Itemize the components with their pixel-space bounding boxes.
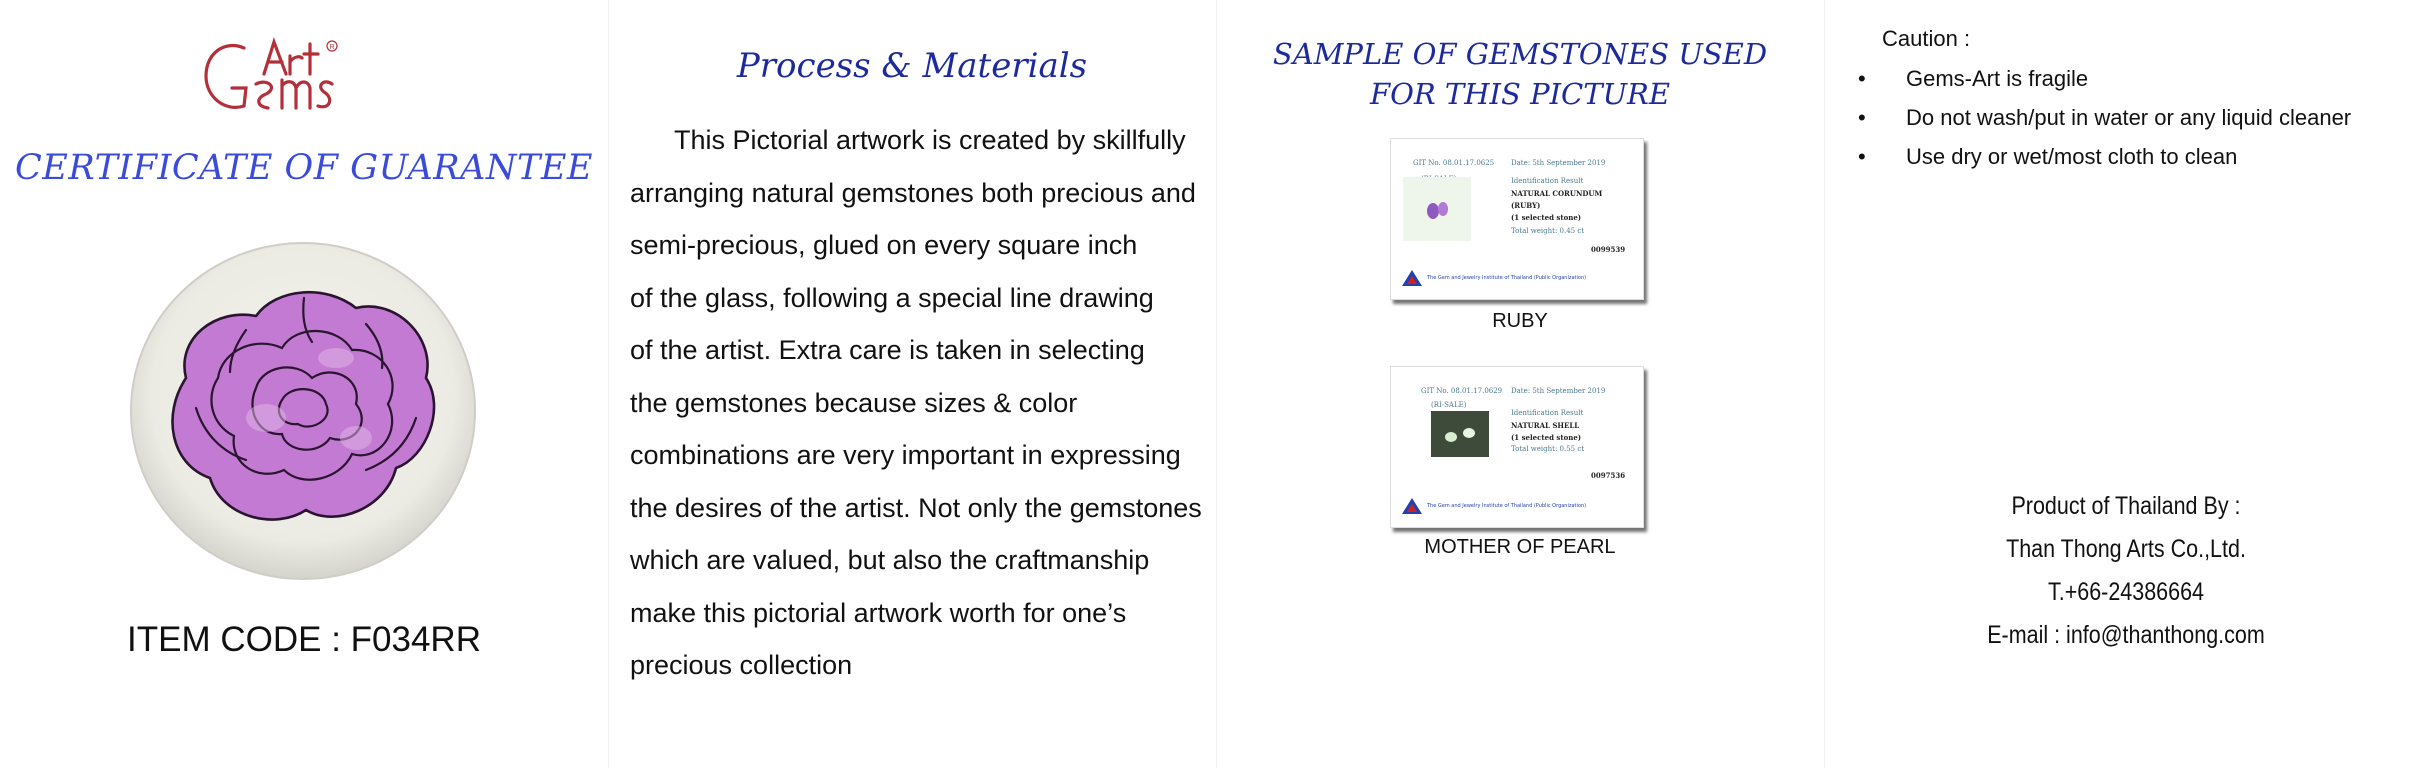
rose-artwork	[126, 238, 480, 584]
total-weight: Total weight: 0.55 ct	[1511, 445, 1585, 453]
stone-count: (1 selected stone)	[1511, 213, 1582, 222]
result-label: Identification Result	[1511, 409, 1584, 417]
paragraph-line: combinations are very important in expressing	[630, 440, 1181, 470]
bullet-icon: •	[1858, 66, 1866, 91]
git-logo-icon	[1401, 269, 1423, 287]
caution-title: Caution :	[1882, 26, 1971, 51]
certificate-title: CERTIFICATE OF GUARANTEE	[15, 148, 593, 188]
ruby-sample-icon	[1403, 177, 1471, 241]
caution-text: Gems-Art is fragile	[1906, 66, 2089, 91]
gem-photo	[1403, 177, 1471, 241]
gemstone-samples-panel	[1216, 0, 1824, 768]
caution-item	[1858, 105, 2351, 131]
report-date: Date: 5th September 2019	[1511, 387, 1606, 395]
paragraph-line: make this pictorial artwork worth for one’s	[630, 597, 1127, 628]
bullet-icon: •	[1858, 105, 1866, 130]
gem-caption: MOTHER OF PEARL	[1424, 536, 1616, 558]
samples-title-line: SAMPLE OF GEMSTONES USED	[1272, 37, 1768, 71]
stone-count: (1 selected stone)	[1511, 433, 1582, 442]
paragraph-line: semi-precious, glued on every square inch	[630, 230, 1138, 260]
institute-name: The Gem and Jewelry Institute of Thailand (Public Organization)	[1427, 503, 1587, 509]
caution-item	[1858, 66, 2088, 92]
paragraph-line: This Pictorial artwork is created by skillfully	[674, 125, 1186, 155]
samples-title	[1216, 34, 1824, 114]
report-number: GIT No. 08.01.17.0625	[1413, 159, 1495, 167]
bullet-icon: •	[1858, 144, 1866, 169]
caution-panel	[1824, 0, 2428, 768]
gem-report-card	[1390, 366, 1644, 528]
caution-text: Do not wash/put in water or any liquid cleaner	[1906, 105, 2352, 130]
result-label: Identification Result	[1511, 177, 1584, 185]
paragraph-line: precious collection	[630, 650, 853, 680]
process-paragraph	[630, 114, 1210, 692]
git-logo-icon	[1401, 497, 1423, 515]
report-number: GIT No. 08.01.17.0629	[1421, 387, 1503, 395]
report-date: Date: 5th September 2019	[1511, 159, 1606, 167]
caution-item	[1858, 144, 2237, 170]
result-variety: (RUBY)	[1511, 201, 1541, 210]
gem-caption: RUBY	[1492, 310, 1548, 332]
caution-text: Use dry or wet/most cloth to clean	[1906, 144, 2238, 169]
report-ref: (RI-SALE)	[1431, 401, 1467, 409]
samples-title-line: FOR THIS PICTURE	[1369, 77, 1671, 111]
paragraph-line: arranging natural gemstones both precious and	[630, 177, 1196, 208]
item-code: ITEM CODE : F034RR	[127, 620, 481, 659]
company-email: E-mail : info@thanthong.com	[1987, 621, 2265, 649]
report-serial: 0097536	[1591, 471, 1626, 480]
paragraph-line: of the glass, following a special line drawing	[630, 282, 1154, 313]
result-value: NATURAL SHELL	[1511, 421, 1580, 430]
company-phone: T.+66-24386664	[2047, 578, 2205, 606]
report-serial: 0099539	[1591, 245, 1626, 254]
process-title: Process & Materials	[736, 46, 1088, 86]
product-origin: Product of Thailand By :	[2011, 492, 2241, 520]
art-gems-logo	[186, 36, 362, 120]
shell-sample-icon	[1431, 411, 1489, 457]
paragraph-line: the desires of the artist. Not only the gemstones	[630, 492, 1202, 523]
paragraph-line: of the artist. Extra care is taken in selecting	[630, 335, 1145, 365]
certificate-panel	[0, 0, 608, 768]
svg-text:R: R	[329, 43, 335, 51]
process-materials-panel	[608, 0, 1216, 768]
total-weight: Total weight: 0.45 ct	[1511, 227, 1585, 235]
company-name: Than Thong Arts Co.,Ltd.	[2006, 535, 2246, 563]
institute-name: The Gem and Jewelry Institute of Thailand (Public Organization)	[1427, 275, 1587, 281]
result-value: NATURAL CORUNDUM	[1511, 189, 1603, 198]
gem-photo	[1431, 411, 1489, 457]
gem-report-card	[1390, 138, 1644, 300]
paragraph-line: which are valued, but also the craftmanship	[630, 545, 1150, 575]
paragraph-line: the gemstones because sizes & color	[630, 387, 1078, 418]
